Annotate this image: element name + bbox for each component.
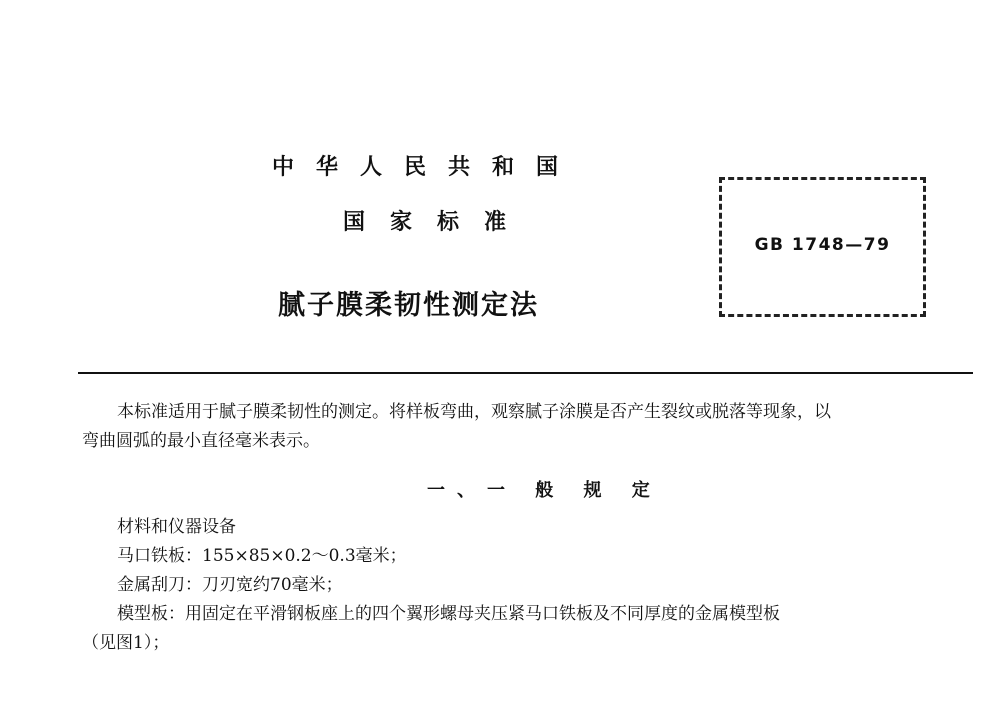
document-title: 腻子膜柔韧性测定法 — [278, 290, 539, 321]
standard-code-box — [719, 177, 926, 317]
section-title: 一、一 般 规 定 — [427, 480, 662, 501]
intro-line-2: 弯曲圆弧的最小直径毫米表示。 — [82, 431, 320, 451]
item-template: 模型板：用固定在平滑钢板座上的四个翼形螺母夹压紧马口铁板及不同厚度的金属模型板 — [117, 604, 780, 624]
item-tinplate: 马口铁板：155×85×0.2～0.3毫米； — [117, 546, 407, 566]
intro-line-1: 本标准适用于腻子膜柔韧性的测定。将样板弯曲，观察腻子涂膜是否产生裂纹或脱落等现象，以 — [117, 402, 831, 422]
intro-paragraph — [82, 398, 952, 456]
country-heading: 中华人民共和国 — [272, 155, 581, 180]
item-materials: 材料和仪器设备 — [117, 517, 236, 537]
standard-code: GB 1748—79 — [754, 235, 891, 255]
divider-rule — [78, 372, 973, 374]
item-scraper: 金属刮刀：刀刃宽约70毫米； — [117, 575, 343, 595]
section-items — [82, 513, 952, 658]
standard-heading: 国家标准 — [343, 210, 532, 235]
item-template-cont: （见图1）； — [82, 633, 170, 653]
